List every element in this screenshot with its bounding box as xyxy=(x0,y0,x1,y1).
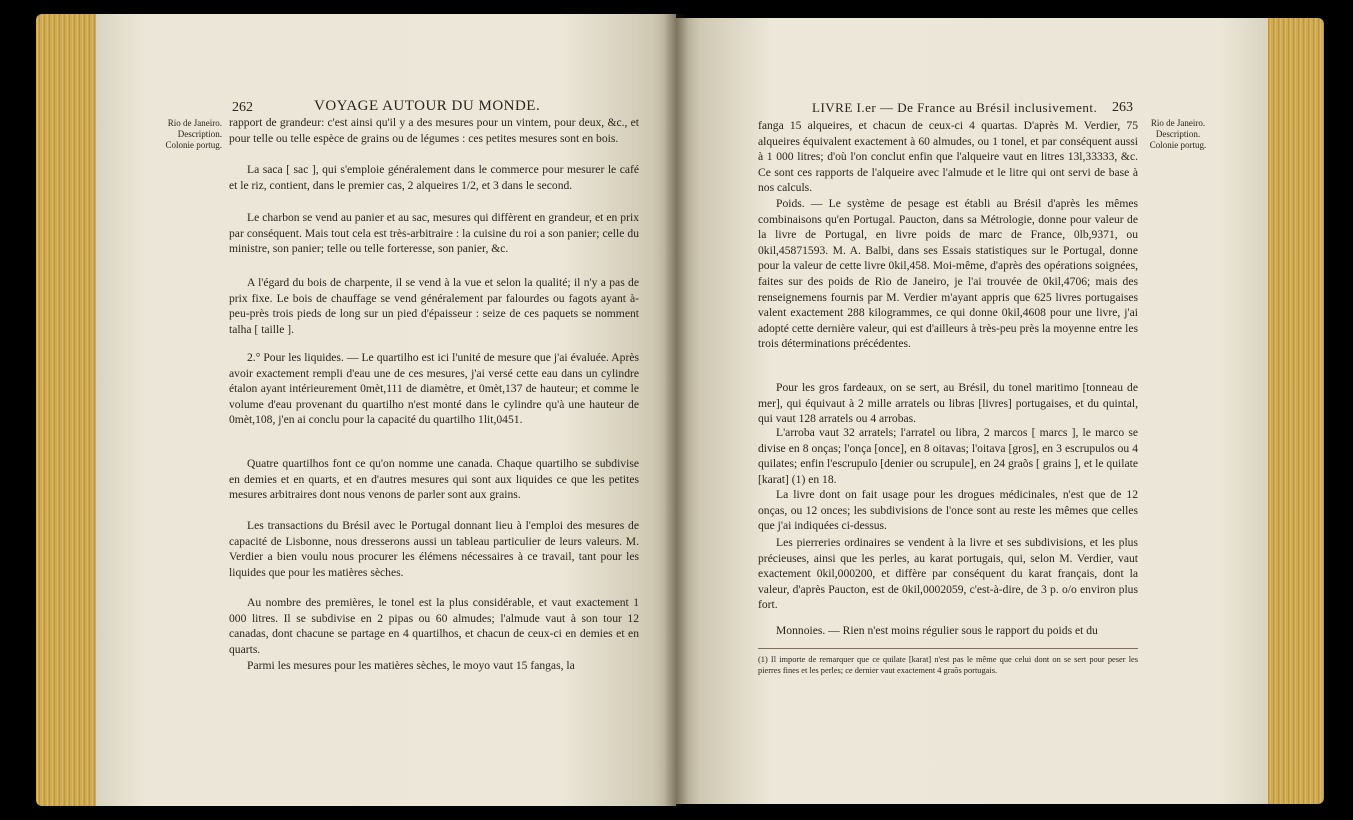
margin-note-line: Colonie portug. xyxy=(165,140,222,150)
margin-note-line: Colonie portug. xyxy=(1149,140,1207,150)
footnote: (1) Il importe de remarquer que ce quilate [karat] n'est pas le même que celui dont on se sert pour peser les pierres fines et les perles; ce dernier vaut exactement 4 graõs portugais. xyxy=(758,655,1138,675)
paragraph: Poids. — Le système de pesage est établi au Brésil d'après les mêmes combinaisons qu'en Portugal. Paucton, dans sa Métrologie, donne pour valeur de la livre de Portugal, en livre poids de marc de France, 0lb,9371, ou 0kil,45871593. M. A. Balbi, dans ses Essais statistiques sur le Portugal, donne pour la valeur de cette livre 0kil,458. Moi-même, d'après des opérations soignées, faites sur des poids de Rio de Janeiro, je l'ai trouvée de 0kil,4706; mais des renseignemens fournis par M. Verdier m'ayant appris que 625 livres portugaises valent exactement 288 kilogrammes, ce qui donne 0kil,4608 pour une livre, j'ai adopté cette dernière valeur, qui est d'ailleurs à très-peu près la moyenne entre les trois déterminations précédentes. xyxy=(758,197,1138,351)
left-page-number: 262 xyxy=(232,100,253,115)
paragraph: fanga 15 alqueires, et chacun de ceux-ci 4 quartas. D'après M. Verdier, 75 alqueires équivalent exactement à 60 almudes, ou 1 tonel, et par conséquent aussi à 1 000 litres; d'où l'on conclut enfin que l'alqueire vaut en litres 13l,33333, &c. Ce sont ces rapports de l'alqueire avec l'almude et le litre qui ont servi de base à nos calculs. xyxy=(758,119,1138,195)
margin-note-line: Rio de Janeiro. xyxy=(167,118,222,128)
paragraph: Le charbon se vend au panier et au sac, mesures qui diffèrent en grandeur, et en prix par conséquent. Mais tout cela est très-arbitraire : la cuisine du roi a son panier; celle du ministre, son panier; telle ou telle forteresse, son panier, &c. xyxy=(229,211,639,256)
right-running-head: LIVRE I.er — De France au Brésil inclusivement. xyxy=(812,100,1098,115)
margin-note-line: Description. xyxy=(1155,129,1201,139)
book-gutter xyxy=(664,14,688,806)
right-margin-note xyxy=(1148,118,1208,151)
paragraph: Les pierreries ordinaires se vendent à la livre et ses subdivisions, et les plus précieuses, ainsi que les perles, au karat portugais, qui, selon M. Verdier, vaut exactement 0kil,000200, et diffère par conséquent du karat français, dont la valeur, d'après Paucton, est de 0kil,0002059, c'est-à-dire, de 3 p. o/o environ plus fort. xyxy=(758,536,1138,612)
margin-note-line: Rio de Janeiro. xyxy=(1150,118,1206,128)
paragraph: Les transactions du Brésil avec le Portugal donnant lieu à l'emploi des mesures de capacité de Lisbonne, nous dresserons aussi un tableau particulier de leurs valeurs. M. Verdier a bien voulu nous procurer les élémens nécessaires à ce travail, tant pour les liquides que pour les matières sèches. xyxy=(229,519,639,579)
paragraph: A l'égard du bois de charpente, il se vend à la vue et selon la qualité; il n'y a pas de prix fixe. Le bois de chauffage se vend généralement par falourdes ou fagots ayant à-peu-près trois pieds de long sur un pied d'épaisseur : seize de ces paquets se nomment talha [ taille ]. xyxy=(229,276,639,336)
footnote-rule xyxy=(758,648,1138,649)
left-running-head: VOYAGE AUTOUR DU MONDE. xyxy=(314,98,541,114)
left-margin-note xyxy=(160,118,222,151)
paragraph: Quatre quartilhos font ce qu'on nomme une canada. Chaque quartilho se subdivise en demies et en quarts, et en d'autres mesures qui sont aux liquides ce que les petites mesures arbitraires dont nous venons de parler sont aux grains. xyxy=(229,457,639,502)
paragraph: Parmi les mesures pour les matières sèches, le moyo vaut 15 fangas, la xyxy=(247,659,575,672)
paragraph: L'arroba vaut 32 arratels; l'arratel ou libra, 2 marcos [ marcs ], le marco se divise en 8 onças; l'onça [once], en 8 oitavas; l'oitava [gros], en 3 escrupulos ou 4 quilates; enfin l'escrupulo [denier ou scrupule], en 24 graõs [ grains ], et le quilate [karat] (1) en 18. xyxy=(758,426,1138,486)
page-edges-right xyxy=(1262,18,1324,804)
paragraph: 2.° Pour les liquides. — Le quartilho est ici l'unité de mesure que j'ai évaluée. Après avoir exactement rempli d'eau une de ces mesures, j'ai versé cette eau dans un cylindre étalon ayant intérieurement 0mèt,111 de diamètre, et 0mèt,137 de hauteur; et comme le volume d'eau provenant du quartilho n'est monté dans le cylindre qu'à une hauteur de 0mèt,108, j'en ai conclu pour la capacité du quartilho 1lit,0451. xyxy=(229,351,639,427)
paragraph: La livre dont on fait usage pour les drogues médicinales, n'est que de 12 onças, ou 12 onces; les subdivisions de l'once sont au reste les mêmes que celles que j'ai indiquées ci-dessus. xyxy=(758,488,1138,533)
paragraph: rapport de grandeur: c'est ainsi qu'il y a des mesures pour un vintem, pour deux, &c., et pour telle ou telle espèce de grains ou de légumes : ces petites mesures sont en bois. xyxy=(229,116,639,145)
right-page-number: 263 xyxy=(1112,100,1133,115)
paragraph: Pour les gros fardeaux, on se sert, au Brésil, du tonel maritimo [tonneau de mer], qui équivaut à 2 mille arratels ou libras [livres] portugaises, et du quintal, qui vaut 128 arratels ou 4 arrobas. xyxy=(758,381,1138,426)
margin-note-line: Description. xyxy=(177,129,222,139)
paragraph: Monnoies. — Rien n'est moins régulier sous le rapport du poids et du xyxy=(776,624,1098,637)
paragraph: Au nombre des premières, le tonel est la plus considérable, et vaut exactement 1 000 litres. Il se subdivise en 2 pipas ou 60 almudes; l'almude vaut à son tour 12 canadas, dont chacune se partage en 4 quartilhos, et chacun de ceux-ci en demies et en quarts. xyxy=(229,596,639,656)
paragraph: La saca [ sac ], qui s'emploie généralement dans le commerce pour mesurer le café et le riz, contient, dans le premier cas, 2 alqueires 1/2, et 3 dans le second. xyxy=(229,163,639,192)
